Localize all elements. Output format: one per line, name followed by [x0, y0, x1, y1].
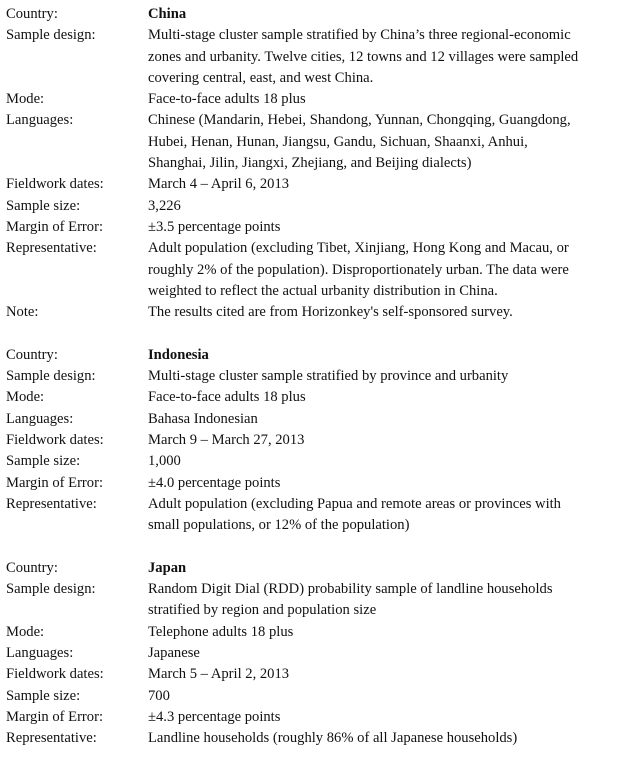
field-label: Sample design:	[6, 368, 96, 385]
field-value-line: Adult population (excluding Papua and remote areas or provinces with	[148, 495, 561, 512]
country-name: China	[148, 6, 187, 22]
field-label: Mode:	[6, 389, 45, 406]
field-label: Country:	[6, 6, 58, 22]
field-value	[148, 366, 508, 387]
country-name: Indonesia	[148, 346, 209, 363]
field-row	[6, 366, 578, 387]
field-value	[148, 622, 293, 643]
field-row	[6, 217, 578, 238]
field-value	[148, 387, 306, 408]
field-value-line: roughly 2% of the population). Disproportionately urban. The data were	[148, 261, 569, 278]
field-value	[148, 196, 181, 217]
field-label: Mode:	[6, 623, 45, 640]
field-value	[148, 643, 200, 664]
field-value	[148, 728, 517, 749]
field-label: Languages:	[6, 410, 74, 427]
field-value-line: zones and urbanity. Twelve cities, 12 towns and 12 villages were sampled	[148, 48, 579, 65]
field-label: Fieldwork dates:	[6, 666, 104, 683]
field-value	[148, 110, 571, 174]
country-section	[6, 345, 578, 537]
field-value-line: 3,226	[148, 197, 181, 214]
field-value	[148, 579, 553, 622]
field-row	[6, 196, 578, 217]
field-row	[6, 707, 578, 728]
survey-methodology-document	[6, 4, 578, 771]
field-label: Margin of Error:	[6, 474, 103, 491]
field-value	[148, 302, 513, 323]
field-row	[6, 174, 578, 195]
field-row	[6, 728, 578, 749]
field-value-line: 700	[148, 687, 170, 704]
field-row	[6, 494, 578, 537]
field-value	[148, 345, 209, 366]
field-value-line: Japanese	[148, 644, 200, 661]
field-row	[6, 345, 578, 366]
field-row	[6, 387, 578, 408]
field-value-line: Chinese (Mandarin, Hebei, Shandong, Yunnan, Chongqing, Guangdong,	[148, 112, 571, 129]
field-label: Margin of Error:	[6, 708, 103, 725]
field-value-line: covering central, east, and west China.	[148, 69, 374, 86]
field-value	[148, 4, 186, 25]
field-value-line: Face-to-face adults 18 plus	[148, 389, 306, 406]
field-label: Representative:	[6, 240, 97, 257]
field-label: Languages:	[6, 644, 74, 661]
field-value	[148, 430, 304, 451]
field-label: Representative:	[6, 495, 97, 512]
field-row	[6, 451, 578, 472]
field-label: Fieldwork dates:	[6, 431, 104, 448]
field-value	[148, 473, 280, 494]
field-value-line: Face-to-face adults 18 plus	[148, 91, 306, 108]
field-value	[148, 686, 170, 707]
field-label: Representative:	[6, 730, 97, 747]
field-value-line: March 4 – April 6, 2013	[148, 176, 290, 193]
field-value	[148, 25, 578, 89]
country-name: Japan	[148, 559, 187, 576]
field-label: Fieldwork dates:	[6, 176, 104, 193]
field-value-line: Hubei, Henan, Hunan, Jiangsu, Gandu, Sichuan, Shaanxi, Anhui,	[148, 133, 528, 150]
field-row	[6, 473, 578, 494]
field-label: Mode:	[6, 91, 45, 108]
field-value-line: ±3.5 percentage points	[148, 218, 281, 235]
field-row	[6, 89, 578, 110]
field-value-line: Multi-stage cluster sample stratified by province and urbanity	[148, 368, 509, 385]
field-label: Margin of Error:	[6, 218, 103, 235]
field-value	[148, 494, 561, 537]
field-value-line: stratified by region and population size	[148, 602, 377, 619]
field-label: Note:	[6, 304, 39, 321]
field-row	[6, 25, 578, 89]
field-value-line: Bahasa Indonesian	[148, 410, 258, 427]
country-section	[6, 4, 578, 323]
field-value-line: March 5 – April 2, 2013	[148, 666, 290, 683]
field-value	[148, 174, 289, 195]
field-row	[6, 622, 578, 643]
field-value	[148, 217, 280, 238]
field-value-line: Landline households (roughly 86% of all Japanese households)	[148, 730, 518, 747]
field-value-line: 1,000	[148, 453, 181, 470]
field-row	[6, 643, 578, 664]
field-value-line: ±4.3 percentage points	[148, 708, 281, 725]
country-section	[6, 558, 578, 750]
field-value	[148, 664, 289, 685]
field-value	[148, 707, 280, 728]
field-value-line: Shanghai, Jilin, Jiangxi, Zhejiang, and Beijing dialects)	[148, 155, 472, 172]
field-value-line: Adult population (excluding Tibet, Xinjiang, Hong Kong and Macau, or	[148, 240, 569, 257]
field-value-line: weighted to reflect the actual urbanity distribution in China.	[148, 282, 498, 299]
field-row	[6, 110, 578, 174]
field-row	[6, 4, 578, 25]
field-value-line: Random Digit Dial (RDD) probability sample of landline households	[148, 581, 553, 598]
field-label: Languages:	[6, 112, 74, 129]
field-value	[148, 238, 569, 302]
field-row	[6, 430, 578, 451]
field-label: Country:	[6, 559, 58, 576]
field-value-line: Multi-stage cluster sample stratified by China’s three regional-economic	[148, 27, 571, 44]
field-label: Country:	[6, 346, 58, 363]
field-label: Sample size:	[6, 453, 81, 470]
field-value	[148, 409, 258, 430]
field-value	[148, 558, 186, 579]
field-value	[148, 451, 181, 472]
field-row	[6, 664, 578, 685]
field-row	[6, 579, 578, 622]
field-value-line: March 9 – March 27, 2013	[148, 431, 305, 448]
field-value	[148, 89, 306, 110]
field-row	[6, 558, 578, 579]
field-label: Sample size:	[6, 687, 81, 704]
field-label: Sample design:	[6, 581, 96, 598]
field-value-line: The results cited are from Horizonkey's self-sponsored survey.	[148, 304, 513, 321]
field-value-line: small populations, or 12% of the population)	[148, 517, 410, 534]
field-row	[6, 238, 578, 302]
field-value-line: ±4.0 percentage points	[148, 474, 281, 491]
field-row	[6, 409, 578, 430]
field-value-line: Telephone adults 18 plus	[148, 623, 294, 640]
field-row	[6, 686, 578, 707]
field-row	[6, 302, 578, 323]
field-label: Sample design:	[6, 27, 96, 44]
field-label: Sample size:	[6, 197, 81, 214]
